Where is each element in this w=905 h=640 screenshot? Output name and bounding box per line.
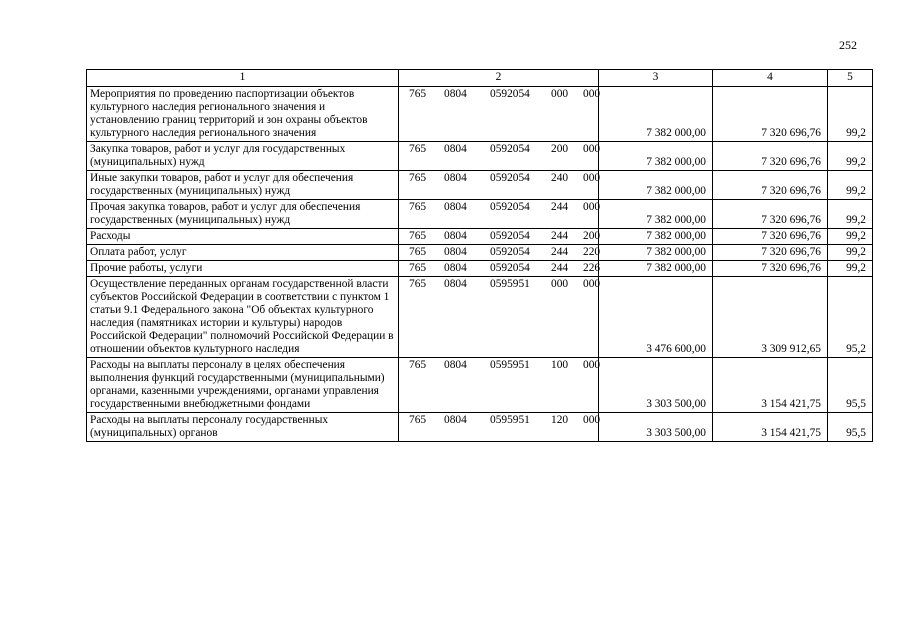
target-article-code: 0592054 <box>490 172 530 184</box>
target-article-code: 0592054 <box>490 143 530 155</box>
kosgu-code: 200 <box>583 230 601 242</box>
row-col3-value: 3 303 500,00 <box>599 413 713 442</box>
kosgu-code: 220 <box>583 246 601 258</box>
row-col3-value: 7 382 000,00 <box>599 171 713 200</box>
table-row <box>87 358 873 413</box>
row-col3-value: 3 303 500,00 <box>599 358 713 413</box>
row-col4-value: 7 320 696,76 <box>713 87 828 142</box>
kosgu-code: 000 <box>583 88 601 100</box>
row-codes <box>399 245 599 261</box>
expense-type-code: 000 <box>551 278 569 290</box>
row-col4-value: 3 154 421,75 <box>713 358 828 413</box>
row-col4-value: 3 309 912,65 <box>713 277 828 358</box>
row-col4-value: 3 154 421,75 <box>713 413 828 442</box>
row-col4-value: 7 320 696,76 <box>713 229 828 245</box>
kosgu-code: 000 <box>583 172 601 184</box>
header-row <box>87 70 873 87</box>
section-code: 0804 <box>444 230 467 242</box>
section-code: 0804 <box>444 278 467 290</box>
expense-type-code: 244 <box>551 201 569 213</box>
row-col5-value: 99,2 <box>828 261 873 277</box>
section-code: 0804 <box>444 88 467 100</box>
table-row <box>87 200 873 229</box>
row-codes <box>399 142 599 171</box>
section-code: 0804 <box>444 246 467 258</box>
row-codes <box>399 171 599 200</box>
page-number: 252 <box>839 38 857 52</box>
row-col4-value: 7 320 696,76 <box>713 261 828 277</box>
row-col4-value: 7 320 696,76 <box>713 142 828 171</box>
row-name: Мероприятия по проведению паспортизации объектов культурного наследия регионального значения и установлению границ территорий и зон охраны объектов культурного наследия регионального значения <box>87 87 399 142</box>
grbs-code: 765 <box>409 201 427 213</box>
row-col5-value: 99,2 <box>828 245 873 261</box>
row-name: Прочая закупка товаров, работ и услуг для обеспечения государственных (муниципальных) нужд <box>87 200 399 229</box>
row-name: Оплата работ, услуг <box>87 245 399 261</box>
section-code: 0804 <box>444 414 467 426</box>
section-code: 0804 <box>444 172 467 184</box>
kosgu-code: 000 <box>583 278 601 290</box>
section-code: 0804 <box>444 359 467 371</box>
table-row <box>87 413 873 442</box>
header-col-5: 5 <box>828 70 873 87</box>
row-col4-value: 7 320 696,76 <box>713 245 828 261</box>
target-article-code: 0595951 <box>490 359 530 371</box>
row-codes <box>399 87 599 142</box>
grbs-code: 765 <box>409 246 427 258</box>
grbs-code: 765 <box>409 262 427 274</box>
grbs-code: 765 <box>409 143 427 155</box>
grbs-code: 765 <box>409 278 427 290</box>
grbs-code: 765 <box>409 172 427 184</box>
section-code: 0804 <box>444 262 467 274</box>
row-col3-value: 7 382 000,00 <box>599 245 713 261</box>
table-row <box>87 277 873 358</box>
row-col5-value: 99,2 <box>828 200 873 229</box>
target-article-code: 0595951 <box>490 278 530 290</box>
kosgu-code: 000 <box>583 359 601 371</box>
row-col5-value: 95,5 <box>828 413 873 442</box>
row-col3-value: 7 382 000,00 <box>599 261 713 277</box>
row-col3-value: 7 382 000,00 <box>599 200 713 229</box>
table-row <box>87 87 873 142</box>
row-col5-value: 99,2 <box>828 171 873 200</box>
row-codes <box>399 277 599 358</box>
table-body <box>87 87 873 442</box>
table-row <box>87 261 873 277</box>
section-code: 0804 <box>444 143 467 155</box>
row-name: Расходы на выплаты персоналу государственных (муниципальных) органов <box>87 413 399 442</box>
row-col3-value: 7 382 000,00 <box>599 87 713 142</box>
row-name: Осуществление переданных органам государственной власти субъектов Российской Федерации в соответствии с пунктом 1 статьи 9.1 Федерального закона "Об объектах культурного наследия (памятниках истории и культуры) народов Российской Федерации" полномочий Российской Федерации в отношении объектов культурного наследия <box>87 277 399 358</box>
target-article-code: 0592054 <box>490 201 530 213</box>
kosgu-code: 000 <box>583 201 601 213</box>
row-col5-value: 95,5 <box>828 358 873 413</box>
section-code: 0804 <box>444 201 467 213</box>
header-col-2: 2 <box>399 70 599 87</box>
row-col5-value: 95,2 <box>828 277 873 358</box>
row-col4-value: 7 320 696,76 <box>713 200 828 229</box>
row-name: Расходы <box>87 229 399 245</box>
row-name: Иные закупки товаров, работ и услуг для обеспечения государственных (муниципальных) нужд <box>87 171 399 200</box>
target-article-code: 0592054 <box>490 230 530 242</box>
row-col4-value: 7 320 696,76 <box>713 171 828 200</box>
row-name: Расходы на выплаты персоналу в целях обеспечения выполнения функций государственными (муниципальными) органами, казенными учреждениями, органами управления государственными внебюджетными фондами <box>87 358 399 413</box>
table-row <box>87 171 873 200</box>
target-article-code: 0592054 <box>490 246 530 258</box>
header-col-3: 3 <box>599 70 713 87</box>
expense-type-code: 240 <box>551 172 569 184</box>
grbs-code: 765 <box>409 230 427 242</box>
expense-type-code: 244 <box>551 246 569 258</box>
expense-type-code: 244 <box>551 230 569 242</box>
row-col5-value: 99,2 <box>828 87 873 142</box>
kosgu-code: 000 <box>583 143 601 155</box>
row-codes <box>399 261 599 277</box>
row-col3-value: 3 476 600,00 <box>599 277 713 358</box>
table-row <box>87 142 873 171</box>
expense-type-code: 244 <box>551 262 569 274</box>
kosgu-code: 000 <box>583 414 601 426</box>
row-col3-value: 7 382 000,00 <box>599 142 713 171</box>
header-col-4: 4 <box>713 70 828 87</box>
expense-type-code: 120 <box>551 414 569 426</box>
grbs-code: 765 <box>409 359 427 371</box>
grbs-code: 765 <box>409 414 427 426</box>
target-article-code: 0595951 <box>490 414 530 426</box>
row-name: Закупка товаров, работ и услуг для государственных (муниципальных) нужд <box>87 142 399 171</box>
row-codes <box>399 200 599 229</box>
table-row <box>87 245 873 261</box>
row-name: Прочие работы, услуги <box>87 261 399 277</box>
expense-type-code: 100 <box>551 359 569 371</box>
budget-table <box>86 69 873 442</box>
target-article-code: 0592054 <box>490 88 530 100</box>
header-col-1: 1 <box>87 70 399 87</box>
target-article-code: 0592054 <box>490 262 530 274</box>
grbs-code: 765 <box>409 88 427 100</box>
expense-type-code: 200 <box>551 143 569 155</box>
row-codes <box>399 413 599 442</box>
row-codes <box>399 229 599 245</box>
row-codes <box>399 358 599 413</box>
table-row <box>87 229 873 245</box>
expense-type-code: 000 <box>551 88 569 100</box>
row-col3-value: 7 382 000,00 <box>599 229 713 245</box>
kosgu-code: 226 <box>583 262 601 274</box>
row-col5-value: 99,2 <box>828 142 873 171</box>
row-col5-value: 99,2 <box>828 229 873 245</box>
